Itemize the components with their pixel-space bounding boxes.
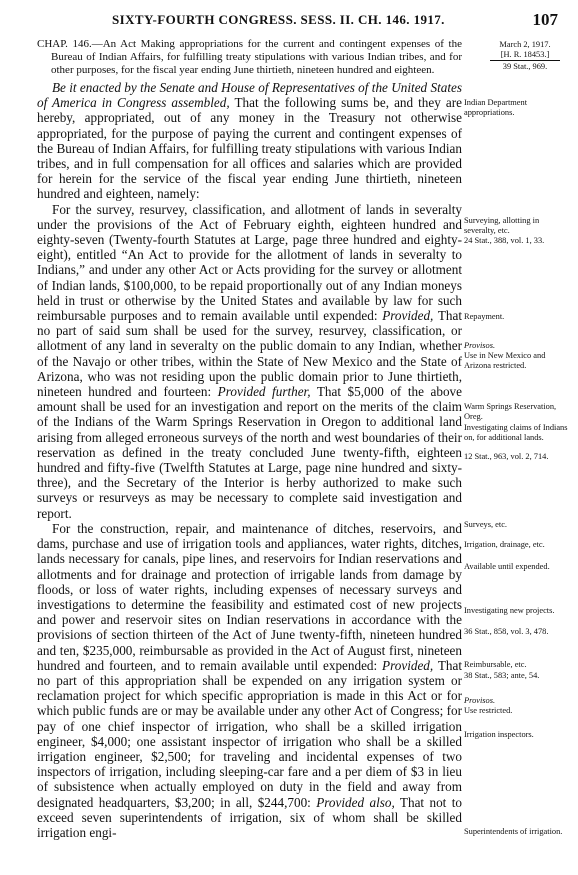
enacting-clause [37, 80, 462, 202]
margin-note: Provisos. [464, 696, 496, 705]
approval-note [482, 40, 568, 72]
margin-note: 36 Stat., 858, vol. 3, 478. [464, 627, 549, 636]
bill-number: [H. R. 18453.] [500, 49, 550, 59]
survey-text-c: That $5,000 of the above amount shall be used for an investigation and report on the merits of the claim of the Indians of the Warm Springs Reservation in Oregon to additional land arising from alleged erroneous surveys of the north and west boundaries of their reservation as defined in the treaty concluded June twenty-fifth, eighteen hundred and fifty-five (Twelfth Statutes at Large, page nine hundred and sixty-three), and the Secretary of the Interior is herby authorized to make such surveys or resurveys as may be necessary to complete said investigation and report. [37, 384, 462, 521]
irrigation-text-c: That not to exceed seven superintendents of irrigation, six of whom shall be skilled irrigation engi- [37, 794, 462, 840]
statute-cite: 39 Stat., 969. [502, 62, 548, 71]
page-number: 107 [532, 10, 558, 29]
margin-note: Irrigation, drainage, etc. [464, 540, 545, 549]
margin-note: 24 Stat., 388, vol. 1, 33. [464, 236, 545, 245]
irrigation-text-b: That no part of this appropriation shall be expended on any irrigation system or reclamation project for which specific appropriation is made in this Act or for which public funds are or may be available under any other Act of Congress; for pay of one chief inspector of irrigation, who shall be a skilled irrigation engineer, $4,000; one assistant inspector of irrigation who shall be a skilled irrigation engineer, $2,500; for traveling and incidental expenses of two inspectors of irrigation, including sleeping-car fare and a per diem of $3 in lieu of subsistence when actually employed on duty in the field and away from designated headquarters, $3,200; in all, $244,700: [37, 657, 462, 810]
margin-note: Repayment. [464, 312, 505, 321]
approval-rule [490, 60, 560, 61]
margin-note: Irrigation inspectors. [464, 730, 534, 739]
margin-note: Surveying, allotting in severalty, etc. [464, 216, 540, 235]
margin-note: 12 Stat., 963, vol. 2, 714. [464, 452, 549, 461]
paragraph-survey [37, 202, 462, 521]
irrigation-text-a: For the construction, repair, and maintenance of ditches, reservoirs, and dams, purchase and use of irrigation tools and appliances, water rights, ditches, lands necessary for canals, pipe lines, and reservoirs for Indian reservations and allotments and for drainage and protection of irrigable lands from damage by floods, or loss of water rights, including expenses of necessary surveys and investigations to determine the feasibility and estimated cost of new projects and power and reservoir sites on Indian reservations in accordance with the provisions of section thirteen of the Act of June twenty-fifth, nineteen hundred and ten, $235,000, reimbursable as provided in the Act of August first, nineteen hundred and fourteen, and to remain available until expended: [37, 520, 462, 673]
proviso-label: Provided, [382, 657, 434, 673]
margin-note: Investigating new projects. [464, 606, 555, 615]
approval-date: March 2, 1917. [499, 40, 551, 49]
paragraph-irrigation [37, 521, 462, 840]
main-text [37, 38, 462, 840]
proviso-label: Provided also, [316, 794, 395, 810]
margin-note: Reimbursable, etc. [464, 660, 527, 669]
survey-text-a: For the survey, resurvey, classification, and allotment of lands in severalty under the provisions of the Act of February eighth, eighteen hundred and eighty-seven (Twenty-fourth Statutes at Large, page three hundred and eighty-eight), entitled “An Act to provide for the allotment of lands in severalty to Indians,” and under any other Act or Acts providing for the survey or allotment of Indian lands, $100,000, to be repaid proportionally out of any Indian moneys held in trust or otherwise by the United States and available by law for such reimbursable purposes and to remain available until expended: [37, 201, 462, 324]
margin-note: Surveys, etc. [464, 520, 508, 529]
margin-note: Investigating claims of Indians on, for additional lands. [464, 423, 568, 442]
margin-note: Use in New Mexico and Arizona restricted. [464, 351, 546, 370]
proviso-label: Provided further, [217, 384, 311, 400]
chapter-title: CHAP. 146.—An Act Making appropriations for the current and contingent expenses of the Bureau of Indian Affairs, for fulfilling treaty stipulations with various Indian tribes, and for other purposes, for the fiscal year ending June thirtieth, nineteen hundred and eighteen. [37, 38, 462, 76]
margin-note: Indian Department appropriations. [464, 98, 528, 117]
margin-note: Use restricted. [464, 706, 513, 715]
margin-note: Superintendents of irrigation. [464, 827, 563, 836]
survey-text-b: That no part of said sum shall be used for the survey, resurvey, classification, or allotment of any land in severalty on the public domain to any Indian, whether of the Navajo or other tribes, within the State of New Mexico and the State of Arizona, who was not residing upon the public domain prior to June thirtieth, nineteen hundred and fourteen: [37, 308, 462, 400]
margin-note: Available until expended. [464, 562, 550, 571]
margin-note: Provisos. [464, 341, 496, 350]
margin-note: 38 Stat., 583; ante, 54. [464, 671, 540, 680]
page-header [112, 10, 558, 32]
proviso-label: Provided, [382, 308, 434, 324]
enacting-formula: Be it enacted by the Senate and House of Representatives of the United States of America in Congress assembled, [37, 80, 462, 111]
enacting-text: That the following sums be, and they are hereby, appropriated, out of any money in the Treasury not otherwise appropriated, for the purpose of paying the current and contingent expenses of the Bureau of Indian Affairs, for fulfilling treaty stipulations with various Indian tribes, and in full compensation for all offices and salaries which are provided for herein for the service of the fiscal year ending June thirtieth, nineteen hundred and eighteen, namely: [37, 95, 462, 202]
margin-note: Warm Springs Reservation, Oreg. [464, 402, 557, 421]
running-head: SIXTY-FOURTH CONGRESS. SESS. II. CH. 146. 1917. [112, 12, 445, 27]
